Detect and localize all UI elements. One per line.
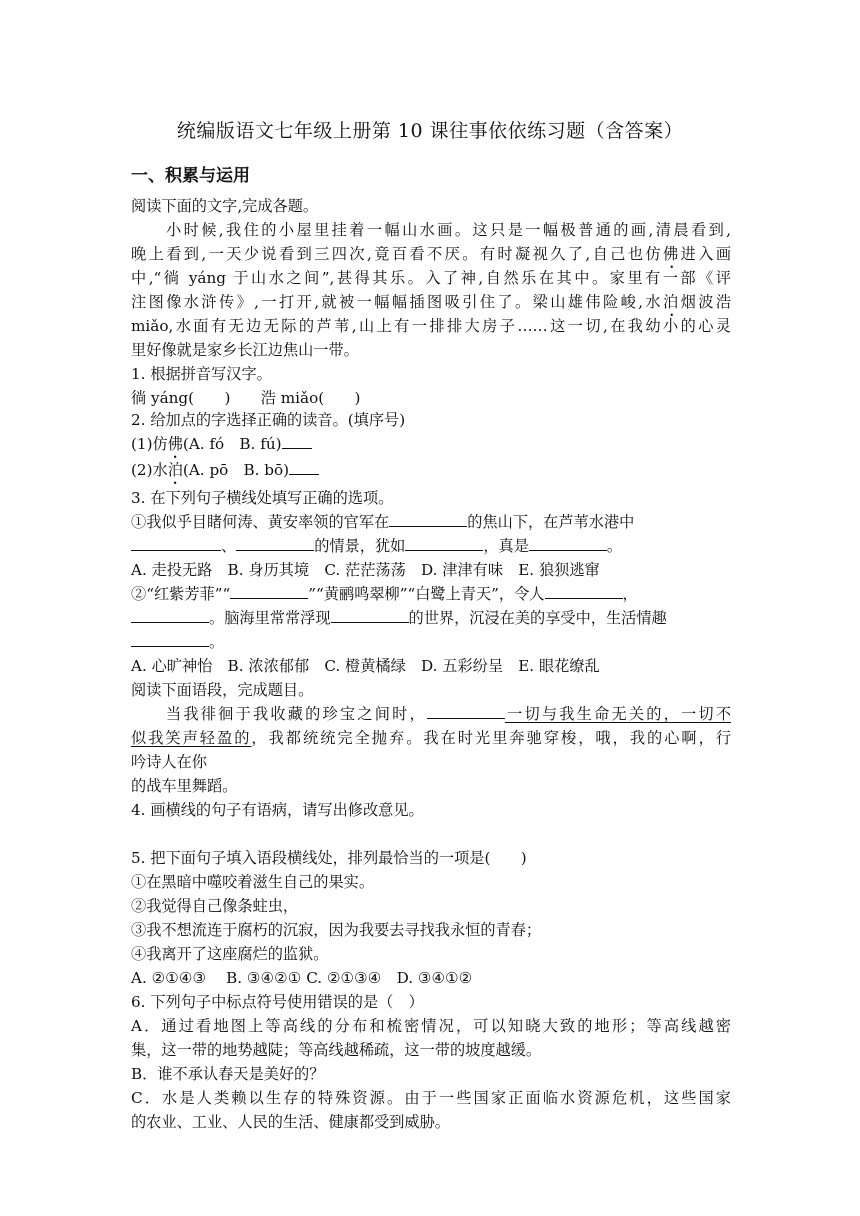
question-2: 2. 给加点的字选择正确的读音。(填序号)	[131, 411, 406, 429]
passage-line: 似我笑声轻盈的，我都统统完全抛弃。我在时光里奔驰穿梭，哦，我的心啊，行	[131, 729, 732, 747]
underlined-sentence: 似我笑声轻盈的	[131, 729, 252, 747]
question-1: 1. 根据拼音写汉字。	[131, 365, 272, 383]
question-6-option-a: A．通过看地图上等高线的分布和梳密情况，可以知晓大致的地形；等高线越密	[131, 1017, 731, 1035]
answer-blank[interactable]	[545, 584, 623, 599]
passage-line: 里好像就是家乡长江边焦山一带。	[131, 341, 359, 359]
answer-blank[interactable]	[389, 512, 467, 527]
dotted-character: 佛	[167, 435, 183, 453]
question-5-option: ②我觉得自己像条蛀虫，	[131, 897, 299, 915]
question-4: 4. 画横线的句子有语病，请写出修改意见。	[131, 801, 424, 819]
section-heading: 一、积累与运用	[131, 166, 250, 186]
question-5-option: ③我不想流连于腐朽的沉寂，因为我要去寻找我永恒的青春；	[131, 921, 542, 939]
answer-blank[interactable]	[331, 608, 409, 623]
question-6-option-c: C．水是人类赖以生存的特殊资源。由于一些国家正面临水资源危机，这些国家	[131, 1089, 731, 1107]
answer-blank[interactable]	[131, 632, 209, 647]
question-3-options-1: A. 走投无路 B. 身历其境 C. 茫茫荡荡 D. 津津有味 E. 狼狈逃窜	[131, 561, 600, 579]
answer-blank[interactable]	[131, 536, 221, 551]
question-3: 3. 在下列句子横线处填写正确的选项。	[131, 489, 394, 507]
question-3-options-2: A. 心旷神怡 B. 浓浓郁郁 C. 橙黄橘绿 D. 五彩纷呈 E. 眼花缭乱	[131, 657, 600, 675]
reading-instruction: 阅读下面的文字,完成各题。	[131, 197, 319, 215]
answer-blank[interactable]	[236, 536, 314, 551]
question-6: 6. 下列句子中标点符号使用错误的是（ ）	[131, 993, 424, 1011]
question-6-option-b: B．谁不承认春天是美好的？	[131, 1065, 325, 1083]
passage-line: 小时候,我住的小屋里挂着一幅山水画。这只是一幅极普通的画,清晨看到,	[166, 221, 731, 239]
question-6-option-c-cont: 的农业、工业、人民的生活、健康都受到威胁。	[131, 1113, 450, 1131]
page-title: 统编版语文七年级上册第 10 课往事依依练习题（含答案）	[176, 120, 684, 142]
passage-line: 的战车里舞蹈。	[131, 777, 238, 795]
question-2-item-1: (1)仿佛(A. fó B. fú)	[131, 434, 312, 462]
dotted-character: 泊	[167, 461, 183, 479]
answer-blank[interactable]	[289, 460, 319, 475]
answer-blank[interactable]	[131, 608, 209, 623]
dotted-character: 泊	[663, 293, 681, 311]
question-1-items: 徜 yáng( ) 浩 miǎo( )	[131, 389, 361, 407]
question-3-sentence-2-cont: 。脑海里常常浮现 的世界，沉浸在美的享受中，生活情趣	[131, 608, 667, 628]
answer-blank[interactable]	[529, 536, 607, 551]
passage-line: 中,“徜 yáng 于山水之间”,甚得其乐。入了神,自然乐在其中。家里有一部《评	[131, 269, 731, 287]
question-3-sentence-2: ②“红紫芳菲”“ ”“黄鹂鸣翠柳”“白鹭上青天”，令人 ，	[131, 585, 638, 603]
question-5-option: ①在黑暗中噬咬着滋生自己的果实。	[131, 873, 374, 891]
dotted-character: 佛	[663, 245, 681, 263]
answer-blank[interactable]	[230, 584, 308, 599]
passage-line: 当我徘徊于我收藏的珍宝之间时， 一切与我生命无关的，一切不	[166, 705, 732, 723]
underlined-sentence: 一切与我生命无关的，一切不	[504, 705, 732, 723]
passage-line: miǎo,水面有无边无际的芦苇,山上有一排排大房子……这一切,在我幼小的心灵	[131, 317, 731, 335]
reading-instruction: 阅读下面语段，完成题目。	[131, 681, 314, 699]
question-5-option: ④我离开了这座腐烂的监狱。	[131, 945, 329, 963]
question-6-option-a-cont: 集，这一带的地势越陡；等高线越稀疏，这一带的坡度越缓。	[131, 1041, 542, 1059]
question-3-sentence-1: ①我似乎目睹何涛、黄安率领的官军在 的焦山下，在芦苇水港中	[131, 513, 635, 531]
answer-blank[interactable]	[282, 434, 312, 449]
question-5-answers: A. ②①④③ B. ③④②① C. ②①③④ D. ③④①②	[131, 969, 473, 987]
question-3-sentence-1-cont: 、 的情景，犹如 ，真是 。	[131, 536, 622, 556]
question-5: 5. 把下面句子填入语段横线处，排列最恰当的一项是( )	[131, 849, 527, 867]
passage-line: 晚上看到,一天少说看到三四次,竟百看不厌。有时凝视久了,自己也仿佛进入画	[131, 245, 732, 263]
answer-blank[interactable]	[405, 536, 483, 551]
passage-line: 吟诗人在你	[131, 753, 207, 771]
insertion-blank[interactable]	[427, 704, 505, 719]
question-2-item-2: (2)水泊(A. pō B. bō)	[131, 460, 319, 488]
question-3-sentence-2-end: 。	[131, 632, 224, 652]
passage-line: 注图像水浒传》,一打开,就被一幅幅插图吸引住了。梁山雄伟险峻,水泊烟波浩	[131, 293, 732, 311]
